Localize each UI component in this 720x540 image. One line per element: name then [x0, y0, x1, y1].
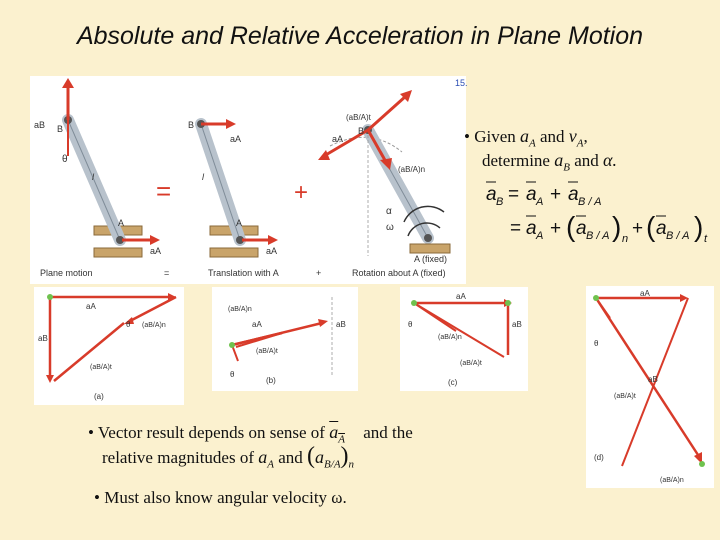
vector-diagram-d [586, 286, 714, 488]
caption-translation: Translation with A [208, 268, 279, 278]
fig-label-theta: θ [62, 154, 68, 165]
svg-text:(: ( [566, 211, 576, 242]
svg-text:B / A: B / A [578, 196, 602, 208]
vector-diagram-a [34, 287, 184, 405]
svg-text:=: = [508, 184, 520, 205]
svg-text:aB: aB [648, 375, 658, 384]
acceleration-equations [486, 176, 716, 250]
svg-text:aA: aA [252, 320, 262, 329]
fig-label-A: A [118, 218, 125, 228]
svg-text:aA: aA [456, 292, 466, 301]
fig-label-aBA-t: (aB/A)t [346, 113, 371, 122]
svg-text:+: + [550, 184, 562, 205]
relative-magnitudes-line: relative magnitudes of $a_A$ and $(a_{B/A})_n$ [102, 443, 355, 471]
svg-text:(aB/A)t: (aB/A)t [614, 393, 636, 400]
svg-text:(a): (a) [94, 392, 104, 401]
svg-text:(c): (c) [448, 378, 458, 387]
svg-text:aA: aA [266, 246, 278, 256]
svg-text:(aB/A)n: (aB/A)n [228, 306, 252, 313]
svg-text:a: a [526, 184, 537, 205]
plane-motion-figure [30, 76, 466, 284]
svg-text:(b): (b) [266, 376, 276, 385]
svg-text:B: B [188, 120, 195, 130]
caption-plane-motion: Plane motion [40, 268, 93, 278]
svg-text:aA: aA [230, 134, 242, 144]
svg-text:n: n [622, 233, 629, 245]
svg-text:t: t [704, 233, 708, 245]
vector-diagram-b [212, 287, 358, 391]
svg-text:(aB/A)t: (aB/A)t [90, 364, 112, 371]
svg-text:(aB/A)n: (aB/A)n [660, 477, 684, 484]
svg-text:(d): (d) [594, 453, 604, 462]
svg-text:(aB/A)n: (aB/A)n [142, 322, 166, 329]
svg-text:B: B [358, 126, 365, 136]
svg-text:B: B [496, 196, 504, 208]
fig-label-alpha: α [386, 206, 392, 217]
svg-text:+: + [632, 218, 644, 239]
svg-text:=: = [510, 218, 522, 239]
svg-text:a: a [486, 184, 497, 205]
svg-text:θ: θ [230, 370, 235, 379]
caption-equals: = [164, 268, 170, 278]
svg-text:): ) [612, 211, 622, 242]
svg-text:A: A [236, 218, 243, 228]
plus-sign: + [294, 179, 309, 206]
svg-text:aA: aA [332, 134, 344, 144]
svg-text:aA: aA [86, 302, 96, 311]
svg-text:(aB/A)t: (aB/A)t [460, 360, 482, 367]
given-line: • Given $a_A$ and $v_A$, [464, 126, 588, 150]
svg-text:θ: θ [408, 320, 413, 329]
angular-velocity-line: • Must also know angular velocity ω. [94, 488, 347, 507]
caption-rotation: Rotation about A (fixed) [352, 268, 446, 278]
caption-plus: + [316, 268, 322, 278]
equals-sign: = [156, 176, 172, 206]
svg-text:aA: aA [640, 289, 650, 298]
svg-text:l: l [202, 172, 204, 182]
svg-text:θ: θ [126, 320, 131, 329]
svg-text:(aB/A)n: (aB/A)n [438, 334, 462, 341]
fig-label-A-fixed: A (fixed) [414, 254, 448, 264]
svg-text:aB: aB [336, 320, 346, 329]
svg-text:B / A: B / A [586, 230, 610, 242]
svg-text:A: A [536, 230, 544, 242]
svg-text:B / A: B / A [666, 230, 690, 242]
fig-label-aBA-n: (aB/A)n [398, 165, 426, 174]
svg-text:a: a [568, 184, 579, 205]
svg-text:aB: aB [512, 320, 522, 329]
svg-text:): ) [694, 211, 704, 242]
fig-label-omega: ω [386, 222, 394, 233]
svg-text:+: + [550, 218, 562, 239]
svg-text:θ: θ [594, 339, 599, 348]
svg-text:(aB/A)t: (aB/A)t [256, 348, 278, 355]
svg-text:A: A [536, 196, 544, 208]
fig-label-B: B [57, 124, 64, 134]
fig-label-aA: aA [150, 246, 162, 256]
vector-diagram-c [400, 287, 528, 391]
svg-text:a: a [526, 218, 537, 239]
svg-text:aB: aB [38, 334, 48, 343]
determine-line: determine $a_B$ and α. [482, 150, 617, 174]
slide-title: Absolute and Relative Acceleration in Plane Motion [76, 22, 644, 50]
vector-result-line: • Vector result depends on sense of $a_A$ and the [88, 422, 413, 446]
page-ref: 15. [455, 78, 468, 88]
fig-label-aB: aB [34, 120, 46, 130]
svg-text:a: a [656, 218, 667, 239]
svg-text:a: a [576, 218, 587, 239]
svg-text:(: ( [646, 211, 656, 242]
fig-label-l: l [92, 172, 94, 182]
